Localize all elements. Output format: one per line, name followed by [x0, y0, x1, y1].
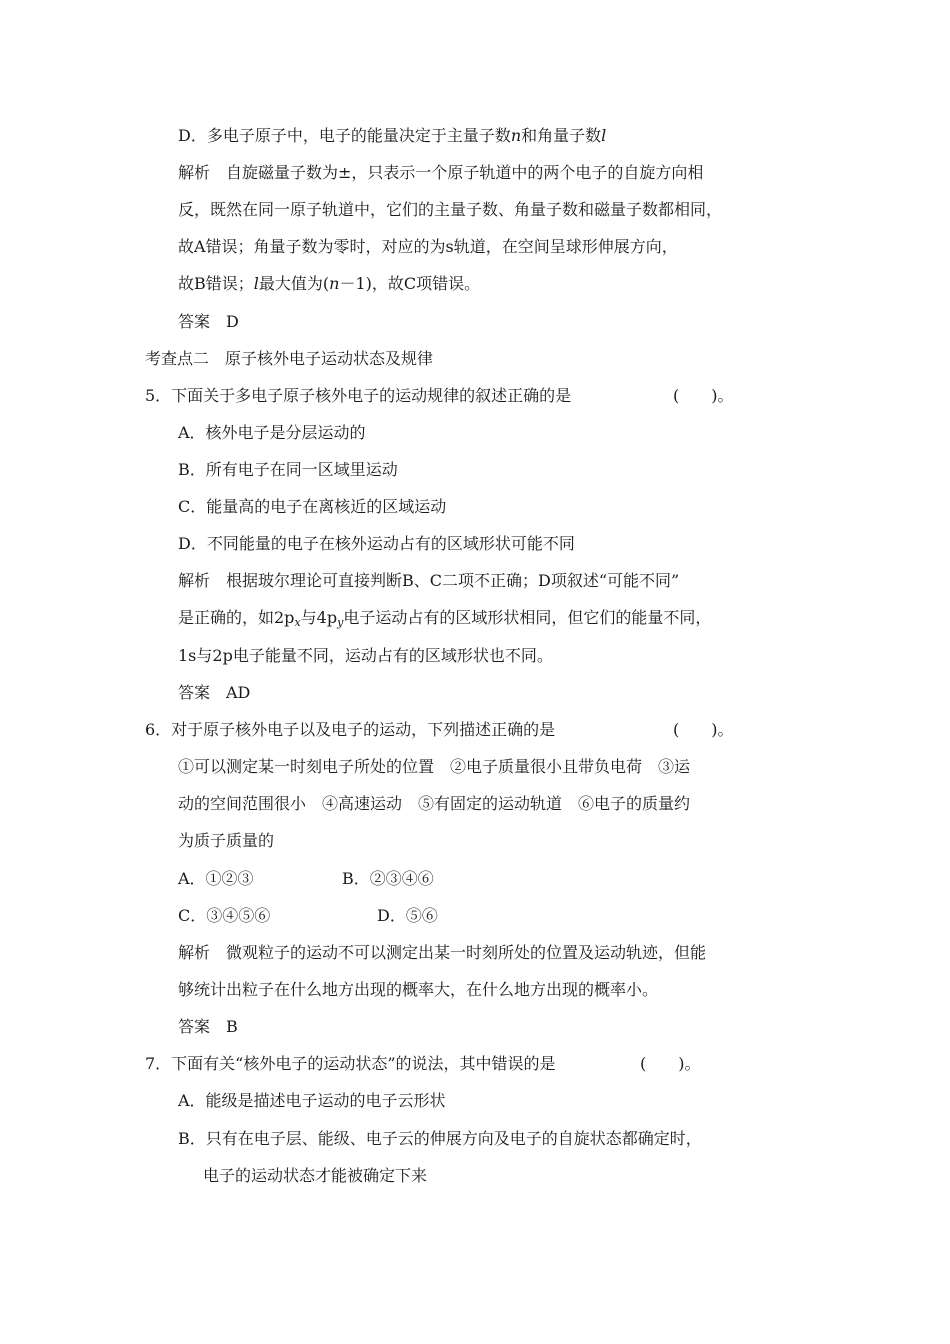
q4-opt-d-text: D．多电子原子中，电子的能量决定于主量子数 [178, 126, 511, 145]
q4-a4-n: n [329, 274, 340, 293]
q5-stem: 5．下面关于多电子原子核外电子的运动规律的叙述正确的是 [145, 386, 572, 405]
q5-option-d: D．不同能量的电子在核外运动占有的区域形状可能不同 [178, 534, 575, 553]
q5-a2-mid: 与4p [300, 608, 338, 627]
q5-option-c: C．能量高的电子在离核近的区域运动 [178, 497, 447, 516]
q4-a4-mid: 最大值为( [258, 274, 330, 293]
q4-opt-d-mid: 和角量子数 [521, 126, 602, 145]
q4-a4-l: l [253, 274, 259, 293]
q7-answer-blank: ( )。 [640, 1054, 701, 1073]
q6-option-b: B．②③④⑥ [342, 869, 434, 888]
q4-analysis-line-3: 故A错误；角量子数为零时，对应的为s轨道，在空间呈球形伸展方向， [178, 237, 678, 256]
q5-answer: 答案 AD [178, 683, 251, 702]
q4-option-d [178, 125, 606, 147]
q6-analysis-line-2: 够统计出粒子在什么地方出现的概率大，在什么地方出现的概率小。 [178, 980, 659, 999]
q4-opt-d-n: n [510, 126, 522, 145]
q4-analysis-line-4 [178, 273, 480, 295]
q5-option-b: B．所有电子在同一区域里运动 [178, 460, 398, 479]
q4-a4-post: －1)，故C项错误。 [339, 274, 481, 293]
q5-a2-pre: 是正确的，如2p [178, 608, 295, 627]
q4-analysis-line-2: 反，既然在同一原子轨道中，它们的主量子数、角量子数和磁量子数都相同， [178, 200, 723, 219]
q5-a2-sub-y: y [337, 616, 344, 629]
q6-stem: 6．对于原子核外电子以及电子的运动，下列描述正确的是 [145, 720, 556, 739]
q4-a4-pre: 故B错误； [178, 274, 254, 293]
q5-answer-blank: ( )。 [673, 386, 734, 405]
q6-answer: 答案 B [178, 1017, 238, 1036]
q5-option-a: A．核外电子是分层运动的 [178, 423, 366, 442]
q5-a2-sub-x: x [294, 616, 301, 629]
q6-option-d: D．⑤⑥ [377, 906, 438, 925]
q7-stem: 7．下面有关“核外电子的运动状态”的说法，其中错误的是 [145, 1054, 556, 1073]
q5-a2-post: 电子运动占有的区域形状相同，但它们的能量不同， [343, 608, 712, 627]
q4-opt-d-l: l [601, 126, 607, 145]
q5-analysis-line-1: 解析 根据玻尔理论可直接判断B、C二项不正确；D项叙述“可能不同” [178, 571, 680, 590]
q5-analysis-line-3: 1s与2p电子能量不同，运动占有的区域形状也不同。 [178, 646, 553, 665]
q6-items-line-3: 为质子质量的 [178, 831, 275, 850]
q5-analysis-line-2 [178, 607, 711, 629]
q4-answer: 答案 D [178, 312, 239, 331]
q6-analysis-line-1: 解析 微观粒子的运动不可以测定出某一时刻所处的位置及运动轨迹，但能 [178, 943, 707, 962]
q6-option-a: A．①②③ [178, 869, 254, 888]
q4-analysis-line-1: 解析 自旋磁量子数为±，只表示一个原子轨道中的两个电子的自旋方向相 [178, 163, 704, 182]
q6-answer-blank: ( )。 [673, 720, 734, 739]
q7-option-b-line-1: B．只有在电子层、能级、电子云的伸展方向及电子的自旋状态都确定时， [178, 1129, 702, 1148]
q7-option-b-line-2: 电子的运动状态才能被确定下来 [203, 1166, 428, 1185]
q6-items-line-1: ①可以测定某一时刻电子所处的位置 ②电子质量很小且带负电荷 ③运 [178, 757, 691, 776]
q6-items-line-2: 动的空间范围很小 ④高速运动 ⑤有固定的运动轨道 ⑥电子的质量约 [178, 794, 691, 813]
section-heading: 考查点二 原子核外电子运动状态及规律 [145, 349, 434, 368]
q6-option-c: C．③④⑤⑥ [178, 906, 271, 925]
q7-option-a: A．能级是描述电子运动的电子云形状 [178, 1091, 446, 1110]
